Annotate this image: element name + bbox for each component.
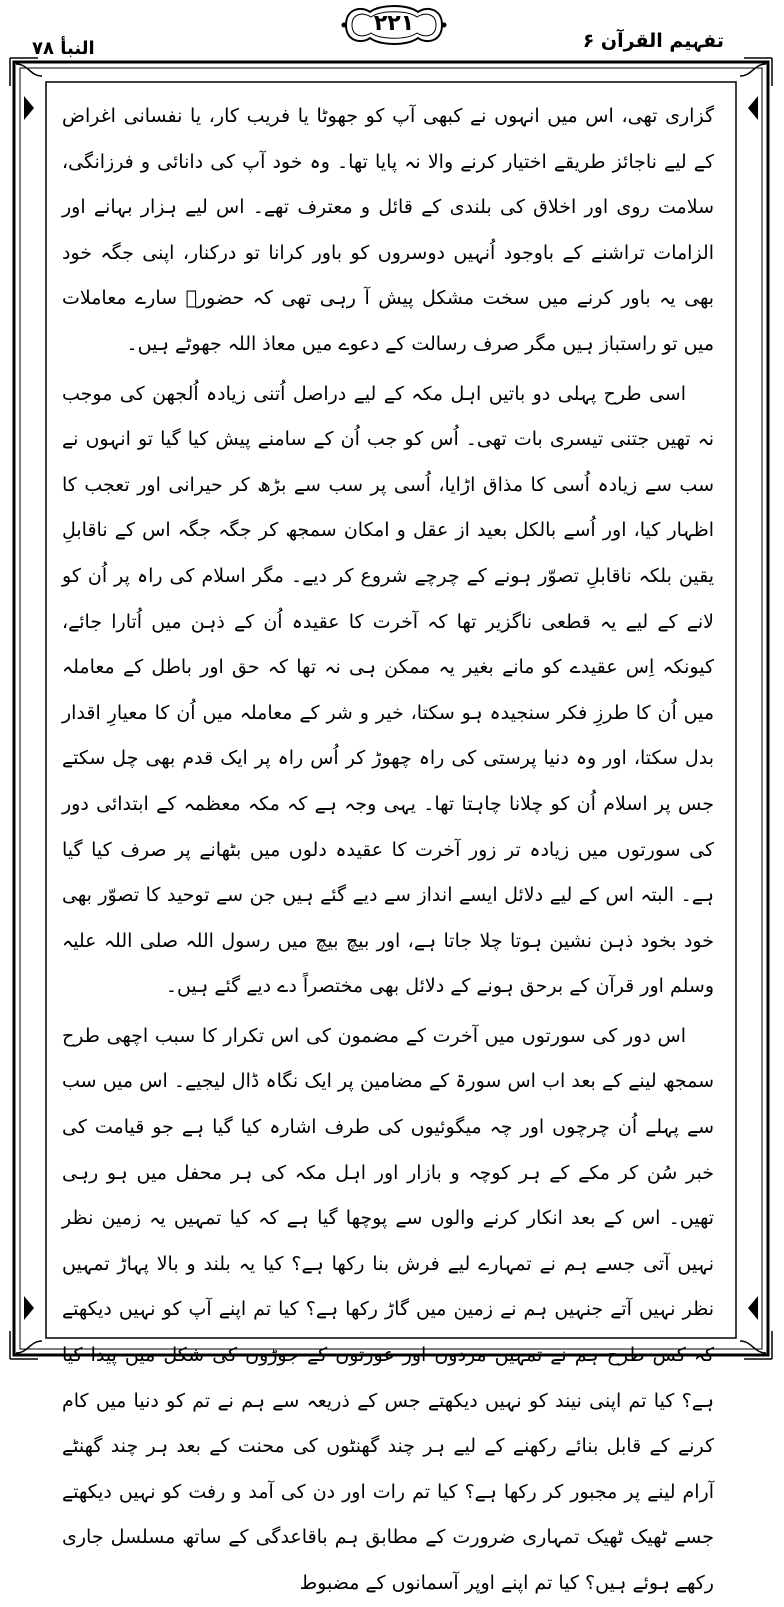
paragraph: اسی طرح پہلی دو باتیں اہل مکہ کے لیے دراصل اُتنی زیادہ اُلجھن کی موجب نہ تھیں جتنی تیسری بات تھی۔ اُس کو جب اُن کے سامنے پیش کیا گیا تو انہوں نے سب سے زیادہ اُسی کا مذاق اڑایا، اُسی پر سب سے بڑھ کر حیرانی اور تعجب کا اظہار کیا، اور اُسے بالکل بعید از عقل و امکان سمجھ کر جگہ جگہ اس کے ناقابلِ یقین بلکہ ناقابلِ تصوّر ہونے کے چرچے شروع کر دیے۔ مگر اسلام کی راہ پر اُن کو لانے کے لیے یہ قطعی ناگزیر تھا کہ آخرت کا عقیدہ اُن کے ذہن میں اُتارا جائے، کیونکہ اِس عقیدے کو مانے بغیر یہ ممکن ہی نہ تھا کہ حق اور باطل کے معاملہ میں اُن کا طرزِ فکر سنجیدہ ہو سکتا، خیر و شر کے معاملہ میں اُن کا معیارِ اقدار بدل سکتا، اور وہ دنیا پرستی کی راہ چھوڑ کر اُس راہ پر ایک قدم بھی چل سکتے جس پر اسلام اُن کو چلانا چاہتا تھا۔ یہی وجہ ہے کہ مکہ معظمہ کے ابتدائی دور کی سورتوں میں زیادہ تر زور آخرت کا عقیدہ دلوں میں بٹھانے پر صرف کیا گیا ہے۔ البتہ اس کے لیے دلائل ایسے انداز سے دیے گئے ہیں جن سے توحید کا تصوّر بھی خود بخود ذہن نشین ہوتا چلا جاتا ہے، اور بیچ بیچ میں رسول اللہ صلی اللہ علیہ وسلم اور قرآن کے برحق ہونے کے دلائل بھی مختصراً دے دیے گئے ہیں۔ [62,382,714,998]
page-number-ornament [340,2,448,48]
paragraph: اس دور کی سورتوں میں آخرت کے مضمون کی اس تکرار کا سبب اچھی طرح سمجھ لینے کے بعد اب اس سورۃ کے مضامین پر ایک نگاہ ڈال لیجیے۔ اس میں سب سے پہلے اُن چرچوں اور چہ میگوئیوں کی طرف اشارہ کیا گیا ہے جو قیامت کی خبر سُن کر مکے کے ہر کوچہ و بازار اور اہل مکہ کی ہر محفل میں ہو رہی تھیں۔ اس کے بعد انکار کرنے والوں سے پوچھا گیا ہے کہ کیا تمہیں یہ زمین نظر نہیں آتی جسے ہم نے تمہارے لیے فرش بنا رکھا ہے؟ کیا یہ بلند و بالا پہاڑ تمہیں نظر نہیں آتے جنہیں ہم نے زمین میں گاڑ رکھا ہے؟ کیا تم اپنے آپ کو نہیں دیکھتے کہ کس طرح ہم نے تمہیں مردوں اور عورتوں کے جوڑوں کی شکل میں پیدا کیا ہے؟ کیا تم اپنی نیند کو نہیں دیکھتے جس کے ذریعہ سے ہم نے تم کو دنیا میں کام کرنے کے قابل بنائے رکھنے کے لیے ہر چند گھنٹوں کی محنت کے بعد ہر چند گھنٹے آرام لینے پر مجبور کر رکھا ہے؟ کیا تم رات اور دن کی آمد و رفت کو نہیں دیکھتے جسے ٹھیک ٹھیک تمہاری ضرورت کے مطابق ہم باقاعدگی کے ساتھ مسلسل جاری رکھے ہوئے ہیں؟ کیا تم اپنے اوپر آسمانوں کے مضبوط [62,1024,714,1594]
page-number: ۲۲۱ [373,11,415,36]
book-title: تفہیم القرآن ۶ [582,30,724,52]
surah-label: النبأ ۷۸ [32,38,95,59]
body-text [62,94,714,1594]
paragraph: گزاری تھی، اس میں انہوں نے کبھی آپ کو جھوٹا یا فریب کار، یا نفسانی اغراض کے لیے ناجائز طریقے اختیار کرنے والا نہ پایا تھا۔ وہ خود آپ کی دانائی و فرزانگی، سلامت روی اور اخلاق کی بلندی کے قائل و معترف تھے۔ اس لیے ہزار بہانے اور الزامات تراشنے کے باوجود اُنہیں دوسروں کو باور کرانا تو درکنار، اپنی جگہ خود بھی یہ باور کرنے میں سخت مشکل پیش آ رہی تھی کہ حضورؐ سارے معاملات میں تو راستباز ہیں مگر صرف رسالت کے دعوے میں معاذ اللہ جھوٹے ہیں۔ [62,105,714,355]
running-header [0,0,784,62]
